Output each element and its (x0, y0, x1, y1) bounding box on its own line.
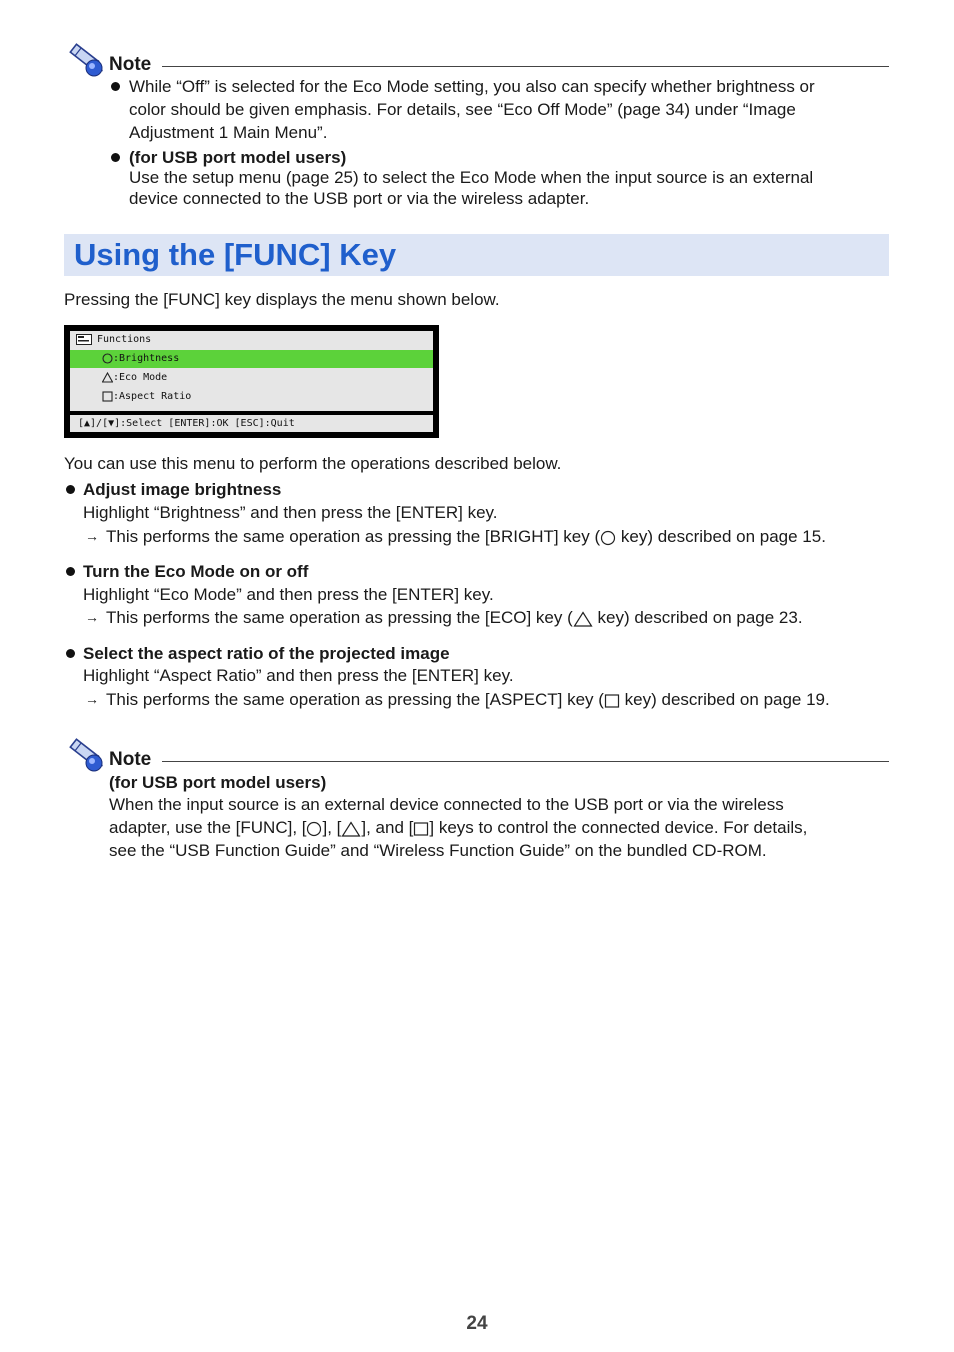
bullet-dot (66, 567, 75, 576)
operation-step: Highlight “Brightness” and then press the [ENTER] key. (83, 503, 498, 522)
note-subtitle: (for USB port model users) (109, 773, 327, 792)
operation-result-text: key) described on page 19. (619, 690, 830, 709)
menu-item-label: :Eco Mode (113, 372, 168, 383)
intro-text: Pressing the [FUNC] key displays the menu shown below. (64, 290, 500, 309)
menu-title-row (70, 331, 433, 349)
note-text-line (109, 817, 807, 840)
menu-footer (70, 415, 433, 432)
operation-result (106, 526, 826, 549)
note-text-line: device connected to the USB port or via the wireless adapter. (129, 189, 590, 208)
note-text-part: ] keys to control the connected device. For details, (429, 818, 808, 837)
menu-item-eco-mode (70, 369, 433, 387)
page-number: 24 (466, 1313, 488, 1334)
circle-key-icon (600, 530, 616, 546)
operation-title: Adjust image brightness (83, 480, 282, 499)
operation-title: Turn the Eco Mode on or off (83, 562, 309, 581)
section-heading: Using the [FUNC] Key (74, 237, 397, 272)
arrow-icon: → (85, 528, 99, 544)
note-text-line: Adjustment 1 Main Menu”. (129, 123, 328, 142)
note-label: Note (109, 749, 152, 770)
note-label: Note (109, 54, 152, 75)
note-text-part: adapter, use the [FUNC], [ (109, 818, 307, 837)
triangle-key-icon (341, 821, 361, 837)
note-text-line: When the input source is an external device connected to the USB port or via the wireless (109, 795, 784, 814)
menu-item-label: :Aspect Ratio (113, 391, 192, 402)
operation-step: Highlight “Aspect Ratio” and then press the [ENTER] key. (83, 666, 514, 685)
functions-menu-screenshot (64, 325, 439, 438)
note-text-line: While “Off” is selected for the Eco Mode setting, you also can specify whether brightness or (129, 77, 815, 96)
bullet-dot (111, 153, 120, 162)
operation-step: Highlight “Eco Mode” and then press the [ENTER] key. (83, 585, 494, 604)
note-text-part: ], [ (322, 818, 342, 837)
arrow-icon: → (85, 609, 99, 625)
menu-item-aspect-ratio (70, 388, 433, 406)
circle-icon (102, 353, 113, 364)
menu-icon (76, 334, 92, 345)
note-text-line: Use the setup menu (page 25) to select the Eco Mode when the input source is an external (129, 168, 814, 187)
menu-title: Functions (97, 334, 152, 345)
arrow-icon: → (85, 691, 99, 707)
triangle-key-icon (573, 611, 593, 627)
note-text-part: ], and [ (361, 818, 414, 837)
triangle-icon (102, 372, 113, 383)
bullet-dot (66, 649, 75, 658)
operation-result-text: This performs the same operation as pressing the [ECO] key ( (106, 608, 573, 627)
note-text-line: see the “USB Function Guide” and “Wireless Function Guide” on the bundled CD-ROM. (109, 841, 767, 860)
operation-result (106, 607, 803, 630)
circle-key-icon (306, 821, 322, 837)
note-divider (162, 761, 889, 762)
bullet-dot (111, 82, 120, 91)
operation-result (106, 689, 830, 712)
square-key-icon (604, 693, 620, 709)
note-pencil-icon (66, 38, 106, 78)
square-key-icon (413, 821, 429, 837)
menu-item-label: :Brightness (113, 353, 180, 364)
note-pencil-icon (66, 733, 106, 773)
square-icon (102, 391, 113, 402)
note-text-line: color should be given emphasis. For details, see “Eco Off Mode” (page 34) under “Image (129, 100, 796, 119)
operation-result-text: key) described on page 15. (616, 527, 826, 546)
operation-result-text: This performs the same operation as pressing the [ASPECT] key ( (106, 690, 604, 709)
menu-item-brightness (70, 350, 433, 368)
operation-result-text: key) described on page 23. (592, 608, 803, 627)
note-subtitle: (for USB port model users) (129, 148, 347, 167)
menu-footer-text: [▲]/[▼]:Select [ENTER]:OK [ESC]:Quit (78, 418, 295, 429)
operation-result-text: This performs the same operation as pressing the [BRIGHT] key ( (106, 527, 601, 546)
operations-intro: You can use this menu to perform the operations described below. (64, 454, 562, 473)
note-divider (162, 66, 889, 67)
operation-title: Select the aspect ratio of the projected image (83, 644, 450, 663)
bullet-dot (66, 485, 75, 494)
